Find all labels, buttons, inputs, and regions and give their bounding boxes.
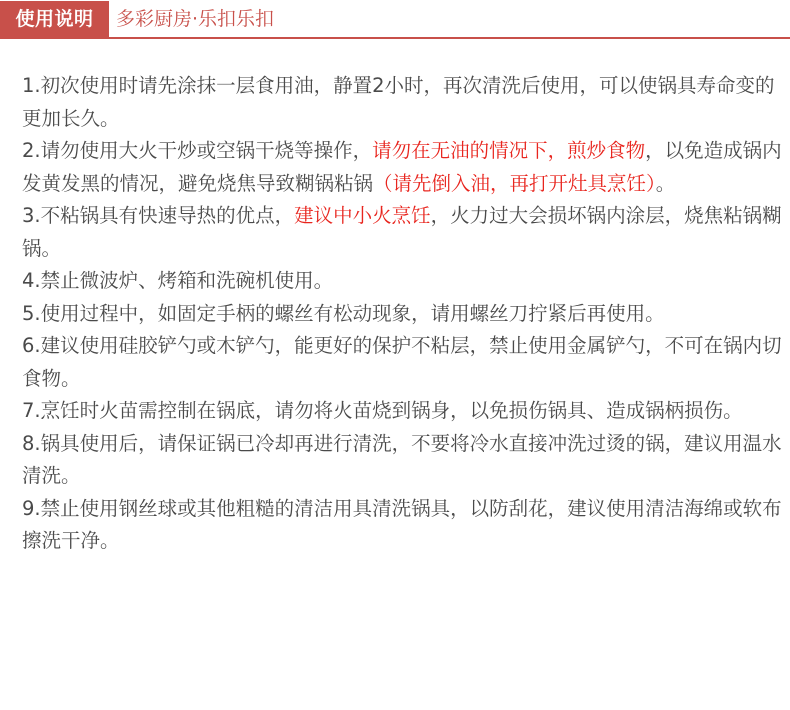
instruction-item-4: [22, 265, 782, 298]
instruction-text: 2.请勿使用大火干炒或空锅干烧等操作，: [22, 139, 373, 162]
instruction-item-1: [22, 70, 782, 135]
instruction-text: 5.使用过程中，如固定手柄的螺丝有松动现象，请用螺丝刀拧紧后再使用。: [22, 301, 665, 325]
instruction-text: 4.禁止微波炉、烤箱和洗碗机使用。: [22, 269, 334, 292]
highlighted-warning: 建议中小火烹饪: [294, 204, 431, 227]
header-divider: [0, 37, 790, 39]
instruction-text: 6.建议使用硅胶铲勺或木铲勺，能更好的保护不粘层，禁止使用金属铲勺，不可在锅内切食物。: [22, 334, 782, 390]
instruction-text: 。: [655, 171, 676, 195]
instructions-list: [22, 70, 782, 558]
highlighted-warning: 请勿在无油的情况下，煎炒食物: [372, 139, 646, 162]
instruction-item-3: [22, 200, 782, 265]
instruction-text: 1.初次使用时请先涂抹一层食用油，静置2小时，再次清洗后使用，可以使锅具寿命变的更加长久。: [22, 74, 775, 130]
instruction-item-8: [22, 428, 782, 493]
highlighted-warning: （请先倒入油，再打开灶具烹饪）: [373, 171, 656, 195]
instruction-item-7: [22, 395, 782, 428]
header-tag: 使用说明: [0, 1, 109, 38]
instruction-text: 8.锅具使用后，请保证锅已冷却再进行清洗，不要将冷水直接冲洗过烫的锅，建议用温水清洗。: [22, 431, 782, 487]
instruction-item-9: [22, 493, 782, 558]
instruction-text: ，火力过大会损坏锅内涂层，烧焦粘锅糊锅。: [22, 204, 782, 260]
instruction-item-6: [22, 330, 782, 395]
instruction-text: 9.禁止使用钢丝球或其他粗糙的清洁用具清洗锅具，以防刮花，建议使用清洁海绵或软布擦洗干净。: [22, 496, 782, 552]
page-header: [0, 0, 790, 40]
instruction-text: 3.不粘锅具有快速导热的优点，: [22, 204, 295, 227]
instruction-item-2: [22, 135, 782, 200]
header-subtitle: 多彩厨房·乐扣乐扣: [116, 8, 275, 30]
instruction-item-5: [22, 298, 782, 331]
instruction-text: 7.烹饪时火苗需控制在锅底，请勿将火苗烧到锅身，以免损伤锅具、造成锅柄损伤。: [22, 399, 743, 422]
instruction-text: ，以免造成锅内发黄发黑的情况，避免烧焦导致糊锅粘锅: [22, 139, 782, 195]
